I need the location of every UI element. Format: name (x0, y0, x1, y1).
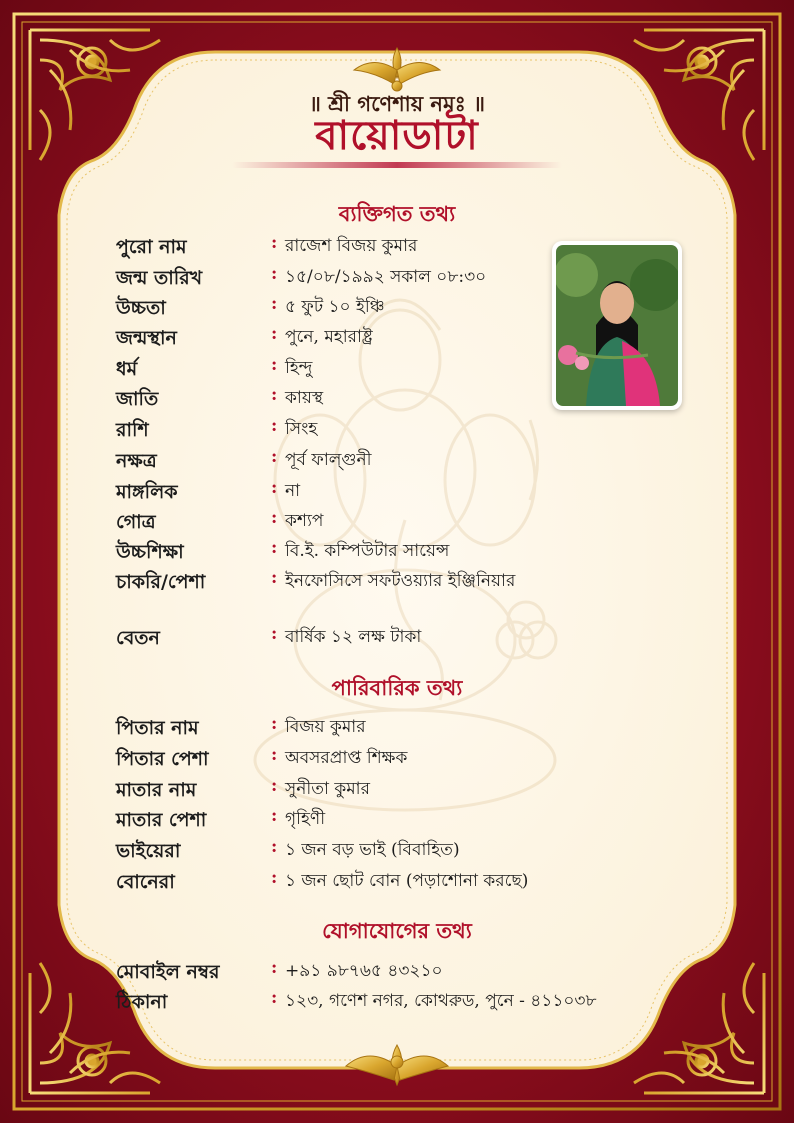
colon-separator: : (271, 776, 278, 796)
field-value: ১৫/০৮/১৯৯২ সকাল ০৮:৩০ (285, 267, 487, 287)
colon-separator: : (271, 538, 278, 558)
colon-separator: : (271, 294, 278, 314)
colon-separator: : (271, 806, 278, 826)
field-value: ৫ ফুট ১০ ইঞ্চি (285, 297, 385, 317)
field-value: ১ জন বড় ভাই (বিবাহিত) (285, 840, 460, 860)
field-label: ভাইয়েরা (116, 840, 181, 862)
field-value: পুনে, মহারাষ্ট্র (285, 327, 373, 347)
colon-separator: : (271, 624, 278, 644)
field-label: বোনেরা (116, 871, 175, 893)
field-label: জাতি (116, 388, 159, 410)
colon-separator: : (271, 416, 278, 436)
family-info-heading: পারিবারিক তথ্য (331, 675, 463, 700)
colon-separator: : (271, 714, 278, 734)
colon-separator: : (271, 508, 278, 528)
personal-info-heading: ব্যক্তিগত তথ্য (338, 201, 456, 226)
field-label: পিতার পেশা (116, 748, 209, 770)
field-label: ঠিকানা (116, 991, 168, 1013)
colon-separator: : (271, 324, 278, 344)
colon-separator: : (271, 478, 278, 498)
field-value: +৯১ ৯৮৭৬৫ ৪৩২১০ (285, 961, 443, 981)
field-value: সিংহ (285, 419, 318, 439)
field-value: রাজেশ বিজয় কুমার (285, 236, 418, 256)
field-label: ধর্ম (116, 358, 138, 380)
field-value: কায়স্থ (285, 388, 324, 408)
colon-separator: : (271, 988, 278, 1008)
field-value: ১২৩, গণেশ নগর, কোথরুড, পুনে - ৪১১০৩৮ (285, 991, 597, 1011)
contact-info-heading: যোগাযোগের তথ্য (322, 918, 472, 943)
field-value: বার্ষিক ১২ লক্ষ টাকা (285, 627, 422, 647)
field-value: বিজয় কুমার (285, 717, 366, 737)
field-value: ইনফোসিসে সফটওয়্যার ইঞ্জিনিয়ার (285, 571, 516, 591)
field-value: ১ জন ছোট বোন (পড়াশোনা করছে) (285, 871, 529, 891)
field-label: বেতন (116, 627, 160, 649)
field-value: সুনীতা কুমার (285, 779, 370, 799)
colon-separator: : (271, 745, 278, 765)
colon-separator: : (271, 837, 278, 857)
field-label: উচ্চশিক্ষা (116, 541, 184, 563)
field-label: মাতার পেশা (116, 809, 207, 831)
page-title: বায়োডাটা (315, 112, 479, 159)
field-value: হিন্দু (285, 358, 313, 378)
field-label: জন্মস্থান (116, 327, 177, 349)
colon-separator: : (271, 233, 278, 253)
field-value: না (285, 481, 301, 501)
field-label: জন্ম তারিখ (116, 267, 203, 289)
field-label: পুরো নাম (116, 236, 187, 258)
colon-separator: : (271, 264, 278, 284)
colon-separator: : (271, 355, 278, 375)
field-value: বি.ই. কম্পিউটার সায়েন্স (285, 541, 450, 561)
field-label: নক্ষত্র (116, 450, 157, 472)
colon-separator: : (271, 447, 278, 467)
field-value: কশ্যপ (285, 511, 324, 531)
colon-separator: : (271, 568, 278, 588)
title-divider (232, 162, 562, 168)
field-label: চাকরি/পেশা (116, 571, 206, 593)
field-value: পূর্ব ফাল্গুনী (285, 450, 372, 470)
field-value: অবসরপ্রাপ্ত শিক্ষক (285, 748, 408, 768)
colon-separator: : (271, 868, 278, 888)
field-label: রাশি (116, 419, 149, 441)
colon-separator: : (271, 385, 278, 405)
colon-separator: : (271, 958, 278, 978)
invocation-text: ॥ শ্রী গণেশায় নমঃ ॥ (308, 91, 486, 116)
field-value: গৃহিণী (285, 809, 326, 829)
field-label: মোবাইল নম্বর (116, 961, 220, 983)
field-label: গোত্র (116, 511, 156, 533)
field-label: উচ্চতা (116, 297, 166, 319)
field-label: পিতার নাম (116, 717, 199, 739)
field-label: মাঙ্গলিক (116, 481, 178, 503)
field-label: মাতার নাম (116, 779, 197, 801)
